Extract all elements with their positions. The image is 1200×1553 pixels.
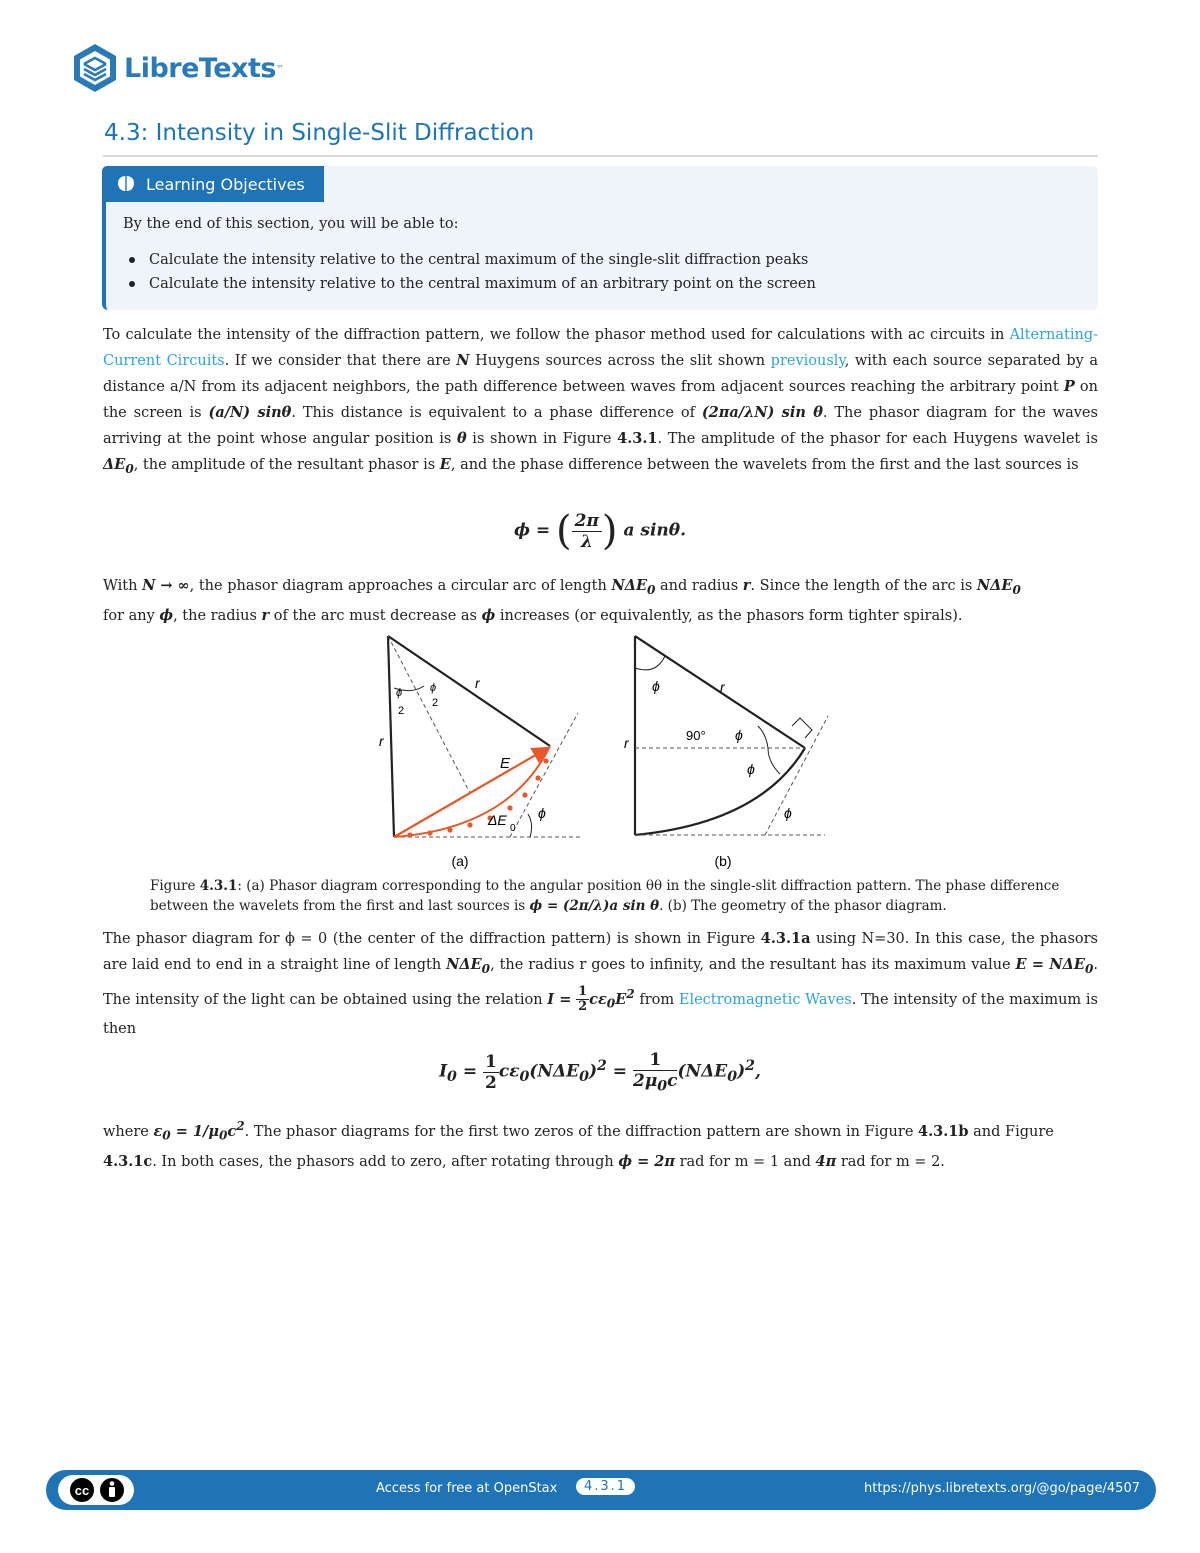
figure-reference: 4.3.1b xyxy=(918,1122,969,1140)
title-divider xyxy=(103,155,1098,157)
page-footer xyxy=(46,1470,1156,1510)
link-alternating-current-circuits[interactable]: Alternating-Current Circuits xyxy=(103,327,1098,369)
svg-text:ΔE: ΔE xyxy=(488,812,507,828)
phasor-diagram-b xyxy=(624,636,828,869)
svg-text:ϕ: ϕ xyxy=(652,678,660,694)
learning-objectives-heading: Learning Objectives xyxy=(146,174,305,194)
svg-text:E: E xyxy=(500,755,511,772)
footer-access-text: Access for free at OpenStax xyxy=(376,1481,558,1496)
link-previously[interactable]: previously xyxy=(770,353,845,369)
phasor-diagram-figure xyxy=(360,628,840,873)
svg-text:0: 0 xyxy=(510,823,516,834)
svg-text:r: r xyxy=(624,735,629,751)
paragraph-circular-arc: With N → ∞, the phasor diagram approaches a circular arc of length $N\Delta E_0$ and radius r. Since the length of the arc is $N\Delta E_0$ for any ϕ, the radius r of the arc must decrease as ϕ increases (or equivalently, as the phasors form tighter spirals). xyxy=(103,577,1021,624)
svg-text:ϕ: ϕ xyxy=(538,805,546,821)
objective-item: Calculate the intensity relative to the central maximum of an arbitrary point on the screen xyxy=(123,272,816,296)
footer-page-number: 4.3.1 xyxy=(576,1478,635,1495)
svg-text:ϕ: ϕ xyxy=(735,727,743,743)
paragraph-maximum-intensity: The phasor diagram for ϕ = 0 (the center of the diffraction pattern) is shown in Figure 4.3.1a using N=30. In this case, the phasors are laid end to end in a straight line of length $N\Delta E_0$, the radius r goes to infinity, and the resultant has its maximum value $E = N\Delta E_0$. The intensity of the light can be obtained using the relation I = $\frac{1}{2}$ $c\varepsilon_0E^2$ from Electromagnetic Waves. The intensity of the maximum is then xyxy=(103,930,1098,1037)
svg-text:ϕ: ϕ xyxy=(784,805,792,821)
paragraph-phasor-method: To calculate the intensity of the diffraction pattern, we follow the phasor method used for calculations with ac circuits in Alternating-Current Circuits. If we consider that there are N Huygens sources across the slit shown previously, with each source separated by a distance a/N from its adjacent neighbors, the path difference between waves from adjacent sources reaching the arbitrary point P on the screen is (a/N) sinθ. This distance is equivalent to a phase difference of (2πa/λN) sin θ. The phasor diagram for the waves arriving at the point whose angular position is θ is shown in Figure 4.3.1. The amplitude of the phasor for each Huygens wavelet is $\Delta E_0$, the amplitude of the resultant phasor is E, and the phase difference between the wavelets from the first and the last sources is xyxy=(103,327,1099,476)
equation-phase-difference: ϕ = ( $\frac{2\pi}{\lambda}$ ) a sinθ. xyxy=(513,508,687,554)
brain-icon xyxy=(116,174,136,194)
svg-text:2: 2 xyxy=(398,705,405,717)
equation-maximum-intensity: $I_0$ = $\frac{1}{2}$ $c\varepsilon_0(N\Delta E_0)^2$ = $\frac{1}{2\mu_0c}$ $(N\Delta E_0)^2$, xyxy=(439,1050,761,1095)
paragraph-zeros: where $\varepsilon_0 = 1/\mu_0c^2$. The phasor diagrams for the first two zeros of the diffraction pattern are shown in Figure 4.3.1b and Figure 4.3.1c. In both cases, the phasors add to zero, after rotating through ϕ = 2π rad for m = 1 and 4π rad for m = 2. xyxy=(103,1119,1054,1170)
footer-url[interactable]: https://phys.libretexts.org/@go/page/4507 xyxy=(863,1481,1140,1496)
figure-reference: 4.3.1a xyxy=(760,930,811,947)
phasor-diagram-a xyxy=(379,636,580,869)
svg-text:ϕ: ϕ xyxy=(430,682,437,694)
logo-wordmark: LibreTexts xyxy=(124,52,276,84)
figure-reference: 4.3.1 xyxy=(617,430,658,447)
figure-caption: Figure 4.3.1: (a) Phasor diagram corresponding to the angular position θθ in the single-slit diffraction pattern. The phase difference between the wavelets from the first and last sources is ϕ = (2π/λ)a sin θ. (b) The geometry of the phasor diagram. xyxy=(150,878,1060,914)
svg-text:2: 2 xyxy=(432,697,439,709)
figure-reference: 4.3.1c xyxy=(103,1152,153,1170)
objectives-intro: By the end of this section, you will be able to: xyxy=(123,216,459,232)
svg-text:r: r xyxy=(475,675,480,691)
svg-text:ϕ: ϕ xyxy=(747,761,755,777)
logo-trademark: ™ xyxy=(275,63,284,73)
learning-objectives-tab xyxy=(102,166,324,202)
svg-text:90°: 90° xyxy=(686,728,706,743)
svg-text:(a): (a) xyxy=(451,853,469,869)
svg-text:r: r xyxy=(720,679,725,695)
svg-text:r: r xyxy=(379,733,384,749)
svg-text:cc: cc xyxy=(74,1483,90,1498)
objectives-list xyxy=(123,248,816,296)
page-title: 4.3: Intensity in Single-Slit Diffraction xyxy=(104,120,535,146)
libretexts-logo[interactable] xyxy=(72,40,284,96)
objective-item: Calculate the intensity relative to the central maximum of the single-slit diffraction peaks xyxy=(123,248,816,272)
svg-text:ϕ: ϕ xyxy=(396,687,403,699)
learning-objectives-box xyxy=(102,166,1098,310)
cc-by-icon[interactable] xyxy=(58,1475,134,1505)
link-electromagnetic-waves[interactable]: Electromagnetic Waves xyxy=(678,991,852,1008)
libretexts-hex-icon xyxy=(72,42,118,94)
svg-text:(b): (b) xyxy=(714,853,732,869)
